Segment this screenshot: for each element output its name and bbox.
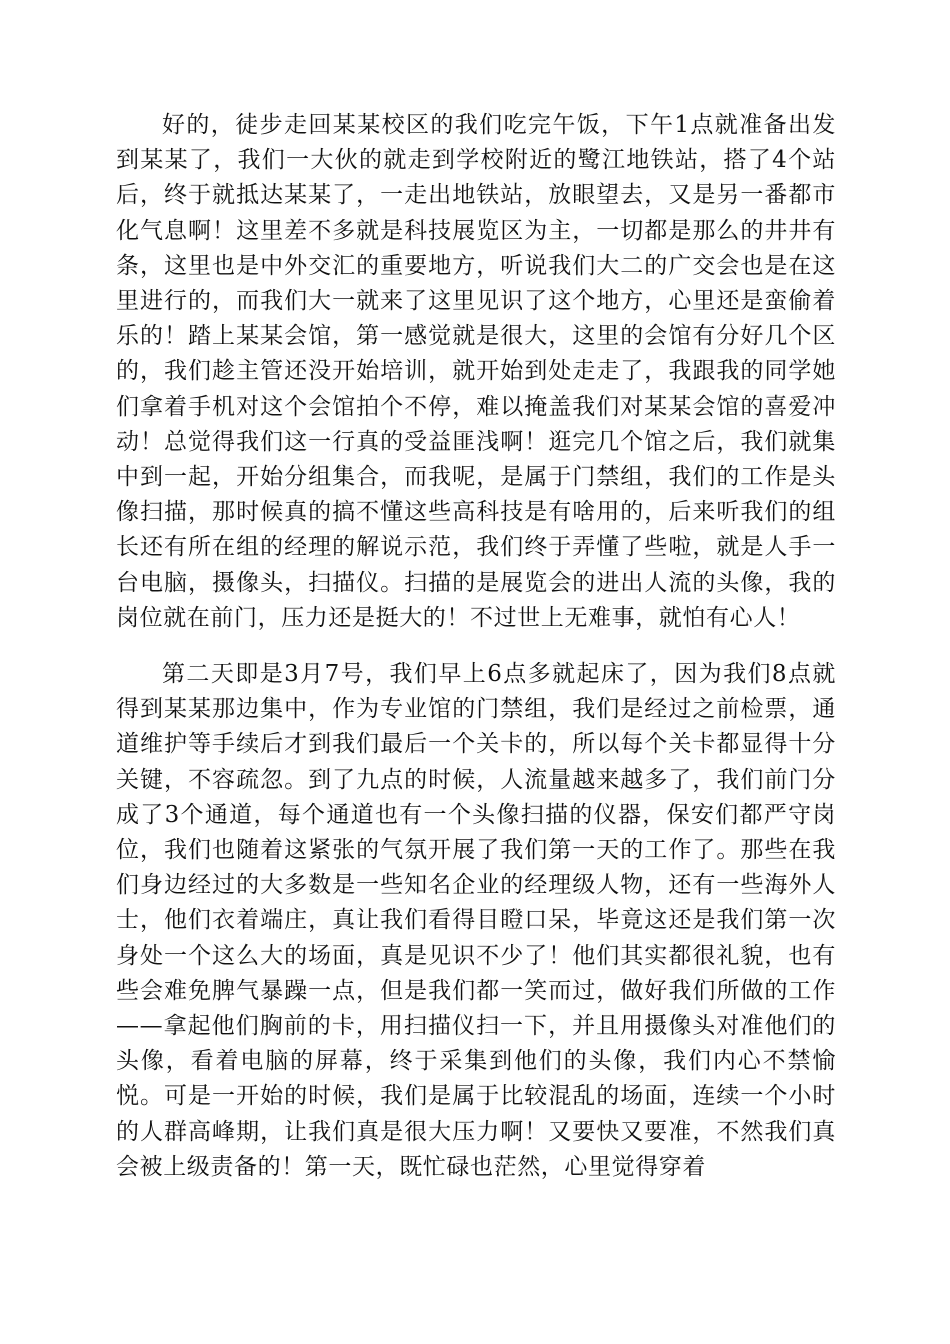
document-body [116, 108, 836, 1185]
paragraph-1: 好的，徒步走回某某校区的我们吃完午饭，下午1点就准备出发到某某了，我们一大伙的就走到学校附近的鹭江地铁站，搭了4个站后，终于就抵达某某了，一走出地铁站，放眼望去，又是另一番都市化气息啊！这里差不多就是科技展览区为主，一切都是那么的井井有条，这里也是中外交汇的重要地方，听说我们大二的广交会也是在这里进行的，而我们大一就来了这里见识了这个地方，心里还是蛮偷着乐的！踏上某某会馆，第一感觉就是很大，这里的会馆有分好几个区的，我们趁主管还没开始培训，就开始到处走走了，我跟我的同学她们拿着手机对这个会馆拍个不停，难以掩盖我们对某某会馆的喜爱冲动！总觉得我们这一行真的受益匪浅啊！逛完几个馆之后，我们就集中到一起，开始分组集合，而我呢，是属于门禁组，我们的工作是头像扫描，那时候真的搞不懂这些高科技是有啥用的，后来听我们的组长还有所在组的经理的解说示范，我们终于弄懂了些啦，就是人手一台电脑，摄像头，扫描仪。扫描的是展览会的进出人流的头像，我的岗位就在前门，压力还是挺大的！不过世上无难事，就怕有心人！ [116, 112, 836, 631]
paragraph-2: 第二天即是3月7号，我们早上6点多就起床了，因为我们8点就得到某某那边集中，作为专业馆的门禁组，我们是经过之前检票，通道维护等手续后才到我们最后一个关卡的，所以每个关卡都显得十分关键，不容疏忽。到了九点的时候，人流量越来越多了，我们前门分成了3个通道，每个通道也有一个头像扫描的仪器，保安们都严守岗位，我们也随着这紧张的气氛开展了我们第一天的工作了。那些在我们身边经过的大多数是一些知名企业的经理级人物，还有一些海外人士，他们衣着端庄，真让我们看得目瞪口呆，毕竟这还是我们第一次身处一个这么大的场面，真是见识不少了！他们其实都很礼貌，也有些会难免脾气暴躁一点，但是我们都一笑而过，做好我们所做的工作——拿起他们胸前的卡，用扫描仪扫一下，并且用摄像头对准他们的头像，看着电脑的屏幕，终于采集到他们的头像，我们内心不禁愉悦。可是一开始的时候，我们是属于比较混乱的场面，连续一个小时的人群高峰期，让我们真是很大压力啊！又要快又要准，不然我们真会被上级责备的！第一天，既忙碌也茫然，心里觉得穿着 [116, 661, 836, 1180]
